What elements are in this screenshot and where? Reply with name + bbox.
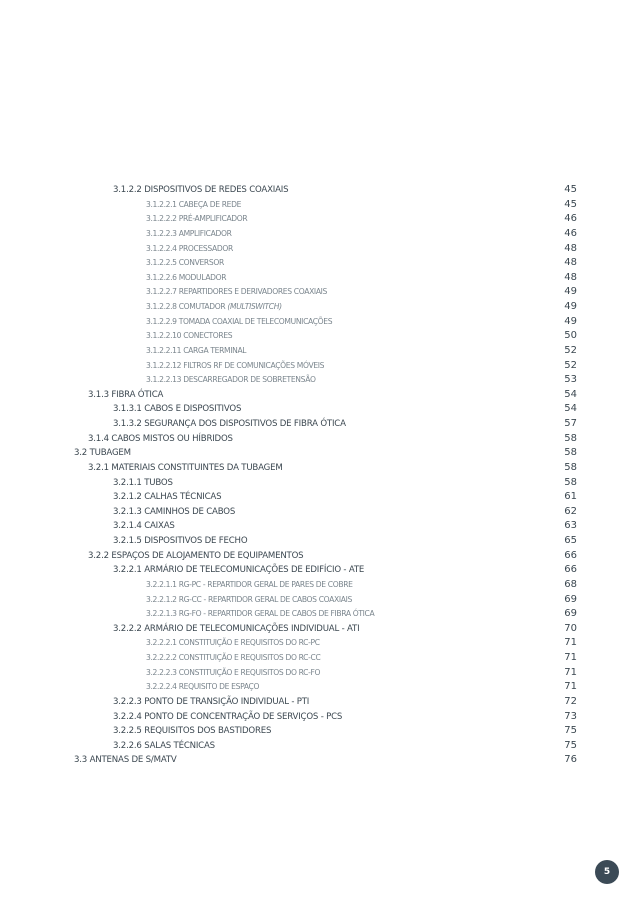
toc-entry-title-text: 3.1.4 CABOS MISTOS OU HÍBRIDOS (88, 433, 233, 444)
toc-entry-title (146, 593, 352, 607)
toc-entry[interactable] (0, 446, 638, 461)
toc-entry-title-text: 3.1.3.2 SEGURANÇA DOS DISPOSITIVOS DE FIBRA ÓTICA (113, 419, 346, 429)
toc-entry-title-text: 3.1.2.2.11 CARGA TERMINAL (146, 345, 247, 355)
toc-entry[interactable] (0, 285, 638, 300)
toc-entry-title (113, 739, 215, 753)
toc-entry-title-text: 3.1.2.2.7 REPARTIDORES E DERIVADORES COAXIAIS (146, 287, 328, 297)
toc-entry-title-text: 3.1.2.2.5 CONVERSOR (146, 258, 224, 268)
toc-entry[interactable] (0, 636, 638, 651)
toc-entry[interactable] (0, 593, 638, 608)
toc-entry-title-text: 3.1.2.2.13 DESCARREGADOR DE SOBRETENSÃO (146, 375, 316, 385)
toc-entry-title (113, 710, 342, 724)
toc-entry-title (113, 183, 288, 197)
toc-entry[interactable] (0, 505, 638, 520)
toc-entry[interactable] (0, 753, 638, 768)
toc-entry-title (88, 388, 163, 402)
toc-entry-page: 72 (564, 695, 577, 707)
toc-entry-title-text: 3.1.2.2 DISPOSITIVOS DE REDES COAXIAIS (113, 185, 289, 195)
toc-entry-title (146, 315, 332, 329)
toc-entry-title-text: 3.2.2.1.1 RG-PC - REPARTIDOR GERAL DE PARES DE COBRE (146, 579, 353, 589)
toc-entry-page: 49 (564, 301, 577, 312)
toc-entry-title (113, 402, 241, 416)
toc-entry-title (146, 198, 241, 212)
toc-entry[interactable] (0, 710, 638, 725)
toc-entry[interactable] (0, 563, 638, 578)
toc-entry-title (146, 285, 327, 299)
toc-entry-title-text: 3.2.2.1.2 RG-CC - REPARTIDOR GERAL DE CABOS COAXIAIS (146, 594, 352, 604)
toc-entry[interactable] (0, 227, 638, 242)
toc-entry-title (113, 519, 175, 533)
toc-entry-title (146, 373, 316, 387)
toc-entry-title-text: 3.1.2.2.3 AMPLIFICADOR (146, 228, 232, 238)
toc-entry-page: 54 (564, 403, 577, 415)
toc-entry-page: 71 (564, 652, 577, 663)
toc-entry-title-text: 3.1.3 FIBRA ÓTICA (88, 389, 164, 400)
toc-entry-title-italic: (MULTISWITCH) (227, 302, 282, 311)
toc-entry-title-text: 3.1.2.2.12 FILTROS RF DE COMUNICAÇÕES MÓVEIS (146, 360, 325, 370)
toc-entry-title (88, 461, 283, 475)
toc-entry-page: 75 (564, 739, 577, 751)
toc-entry-title (146, 329, 232, 343)
toc-entry-title (88, 432, 233, 446)
toc-entry[interactable] (0, 622, 638, 637)
toc-entry[interactable] (0, 695, 638, 710)
toc-entry-title (74, 446, 131, 460)
toc-entry-title-text: 3.1.2.2.4 PROCESSADOR (146, 243, 233, 253)
toc-entry[interactable] (0, 402, 638, 417)
toc-entry-title (146, 607, 374, 621)
toc-entry[interactable] (0, 666, 638, 681)
toc-entry-title (146, 651, 320, 665)
toc-entry[interactable] (0, 461, 638, 476)
toc-entry[interactable] (0, 315, 638, 330)
toc-entry-title-text: 3.2.1.4 CAIXAS (113, 521, 175, 532)
toc-entry-page: 48 (564, 271, 577, 283)
toc-entry-title (113, 476, 173, 490)
toc-entry-title-text: 3.2.1.1 TUBOS (113, 477, 173, 488)
toc-entry[interactable] (0, 359, 638, 374)
toc-entry[interactable] (0, 651, 638, 666)
toc-entry-title (146, 256, 224, 270)
toc-entry-page: 45 (564, 184, 577, 195)
toc-entry-title-text: 3.1.2.2.6 MODULADOR (146, 272, 227, 282)
toc-entry[interactable] (0, 519, 638, 534)
toc-entry[interactable] (0, 417, 638, 432)
toc-entry[interactable] (0, 271, 638, 286)
toc-entry-title (146, 578, 353, 592)
toc-entry-title-text: 3.2.2.4 PONTO DE CONCENTRAÇÃO DE SERVIÇOS - PCS (113, 711, 343, 722)
toc-entry[interactable] (0, 476, 638, 491)
toc-entry-title-text: 3.2.2.1 ARMÁRIO DE TELECOMUNICAÇÕES DE EDIFÍCIO - ATE (113, 565, 365, 576)
toc-entry-title-text: 3.2.1.5 DISPOSITIVOS DE FECHO (113, 536, 248, 546)
toc-entry-page: 71 (564, 681, 577, 693)
toc-entry-page: 58 (564, 447, 577, 459)
toc-entry-title-text: 3.1.2.2.1 CABEÇA DE REDE (146, 199, 242, 209)
toc-entry-page: 50 (564, 330, 577, 342)
toc-entry-title (74, 753, 177, 767)
toc-entry[interactable] (0, 739, 638, 754)
toc-entry-title (113, 563, 364, 577)
toc-entry-title-text: 3.2.2.6 SALAS TÉCNICAS (113, 740, 215, 751)
toc-entry-page: 66 (564, 549, 577, 561)
table-of-contents (0, 183, 638, 768)
toc-entry-title-text: 3.2 TUBAGEM (74, 448, 131, 459)
toc-entry[interactable] (0, 344, 638, 359)
toc-entry-title-text: 3.1.3.1 CABOS E DISPOSITIVOS (113, 404, 242, 415)
toc-entry-title (146, 680, 259, 694)
toc-entry-page: 66 (564, 564, 577, 576)
toc-entry[interactable] (0, 680, 638, 695)
toc-entry-title-text: 3.2.2.5 REQUISITOS DOS BASTIDORES (113, 726, 272, 737)
toc-entry-title-text: 3.2.2.2.2 CONSTITUIÇÃO E REQUISITOS DO RC-CC (146, 653, 321, 662)
toc-entry-title-text: 3.1.2.2.2 PRÉ-AMPLIFICADOR (146, 214, 248, 224)
toc-entry-page: 65 (564, 535, 577, 546)
toc-entry-title (113, 622, 359, 636)
toc-entry-page: 73 (564, 710, 577, 722)
toc-entry[interactable] (0, 198, 638, 213)
toc-entry-title-text: 3.1.2.2.10 CONECTORES (146, 331, 233, 341)
toc-entry-title (146, 242, 233, 256)
page-number-badge (595, 860, 619, 884)
toc-entry-title (146, 359, 324, 373)
toc-entry-title-text: 3.2.1.2 CALHAS TÉCNICAS (113, 492, 222, 503)
toc-entry-page: 52 (564, 344, 577, 356)
toc-entry-page: 58 (564, 461, 577, 473)
toc-entry-title-text: 3.2.2.2.1 CONSTITUIÇÃO E REQUISITOS DO RC-PC (146, 638, 320, 648)
toc-entry-title (146, 271, 226, 285)
toc-entry-page: 58 (564, 476, 577, 488)
toc-entry-title-text: 3.2.2 ESPAÇOS DE ALOJAMENTO DE EQUIPAMENTOS (88, 550, 304, 561)
toc-entry-page: 69 (564, 608, 577, 620)
toc-entry[interactable] (0, 300, 638, 315)
toc-entry-page: 68 (564, 578, 577, 590)
toc-entry[interactable] (0, 607, 638, 622)
toc-entry-title-text: 3.1.2.2.8 COMUTADOR (146, 302, 226, 311)
toc-entry[interactable] (0, 388, 638, 403)
toc-entry-title (113, 505, 235, 519)
toc-entry[interactable] (0, 242, 638, 257)
toc-entry-page: 49 (564, 286, 577, 298)
toc-entry[interactable] (0, 183, 638, 198)
toc-entry[interactable] (0, 432, 638, 447)
toc-entry-title (113, 417, 346, 431)
toc-entry-title-text: 3.3 ANTENAS DE S/MATV (74, 755, 177, 766)
toc-entry-title-text: 3.2.2.3 PONTO DE TRANSIÇÃO INDIVIDUAL - PTI (113, 696, 310, 707)
toc-entry[interactable] (0, 212, 638, 227)
toc-entry-page: 46 (564, 227, 577, 239)
toc-entry-title (113, 490, 221, 504)
toc-entry-title (146, 300, 282, 314)
toc-entry-page: 69 (564, 593, 577, 605)
toc-entry[interactable] (0, 534, 638, 549)
toc-entry-page: 48 (564, 257, 577, 269)
toc-entry-title (113, 534, 247, 548)
toc-entry-title (113, 724, 271, 738)
toc-entry-title (146, 666, 320, 680)
toc-entry-title-text: 3.2.2.1.3 RG-FO - REPARTIDOR GERAL DE CABOS DE FIBRA ÓTICA (146, 609, 375, 619)
toc-entry-page: 61 (564, 491, 577, 503)
toc-entry-title (146, 227, 232, 241)
toc-entry-page: 52 (564, 359, 577, 371)
toc-entry[interactable] (0, 724, 638, 739)
toc-entry-title (146, 212, 247, 226)
toc-entry-page: 71 (564, 666, 577, 678)
toc-entry-page: 45 (564, 198, 577, 210)
toc-entry-title-text: 3.2.2.2.3 CONSTITUIÇÃO E REQUISITOS DO RC-FO (146, 667, 321, 677)
toc-entry-page: 57 (564, 418, 577, 429)
toc-entry[interactable] (0, 256, 638, 271)
toc-entry-page: 53 (564, 374, 577, 386)
toc-entry-page: 70 (564, 622, 577, 634)
toc-entry-page: 71 (564, 637, 577, 649)
toc-entry[interactable] (0, 549, 638, 564)
toc-entry-title-text: 3.2.2.2 ARMÁRIO DE TELECOMUNICAÇÕES INDIVIDUAL - ATI (113, 623, 360, 634)
toc-entry-page: 54 (564, 388, 577, 400)
toc-entry-page: 76 (564, 754, 577, 766)
toc-entry-title (88, 549, 303, 563)
toc-entry-page: 58 (564, 432, 577, 444)
toc-entry-page: 75 (564, 725, 577, 737)
toc-entry-title-text: 3.2.1 MATERIAIS CONSTITUINTES DA TUBAGEM (88, 462, 283, 473)
toc-entry-page: 48 (564, 242, 577, 254)
toc-entry[interactable] (0, 373, 638, 388)
toc-entry-title-text: 3.1.2.2.9 TOMADA COAXIAL DE TELECOMUNICAÇÕES (146, 316, 333, 326)
toc-entry-page: 62 (564, 505, 577, 517)
toc-entry-title-text: 3.2.2.2.4 REQUISITO DE ESPAÇO (146, 682, 260, 692)
toc-entry-page: 46 (564, 213, 577, 225)
toc-entry[interactable] (0, 578, 638, 593)
toc-entry-title-text: 3.2.1.3 CAMINHOS DE CABOS (113, 506, 236, 517)
toc-entry-title (146, 636, 320, 650)
toc-entry[interactable] (0, 490, 638, 505)
toc-entry[interactable] (0, 329, 638, 344)
toc-entry-title (113, 695, 309, 709)
toc-entry-title (146, 344, 246, 358)
toc-entry-page: 63 (564, 520, 577, 532)
toc-entry-page: 49 (564, 315, 577, 327)
page-number: 5 (603, 867, 611, 877)
